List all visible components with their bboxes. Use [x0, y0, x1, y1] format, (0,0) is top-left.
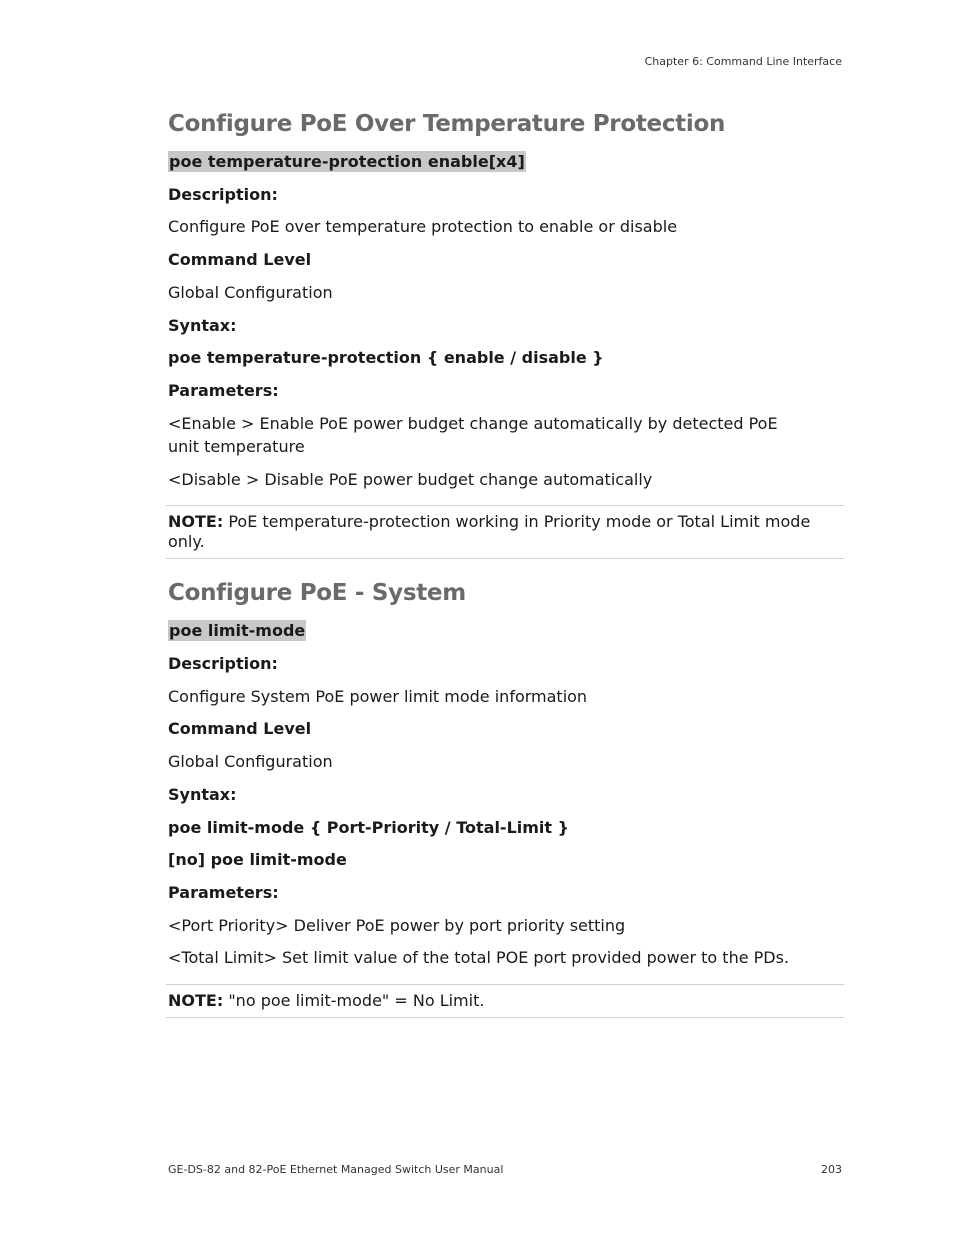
description-text: Configure PoE over temperature protection to enable or disable [168, 217, 678, 236]
parameters-label: Parameters: [168, 883, 279, 902]
parameter-total-limit: <Total Limit> Set limit value of the total POE port provided power to the PDs. [168, 948, 790, 967]
syntax-text: poe temperature-protection { enable / disable } [168, 348, 604, 367]
parameter-disable: <Disable > Disable PoE power budget change automatically [168, 470, 653, 489]
syntax-text: poe limit-mode { Port-Priority / Total-Limit } [168, 818, 570, 837]
description-label: Description: [168, 185, 278, 204]
syntax-label: Syntax: [168, 316, 237, 335]
running-header: Chapter 6: Command Line Interface [644, 55, 842, 68]
section-title-poe-system: Configure PoE - System [168, 580, 466, 606]
command-limit-mode: poe limit-mode [169, 621, 306, 640]
command-level-text: Global Configuration [168, 752, 333, 771]
note-box [166, 984, 844, 1018]
note-label: NOTE: [168, 512, 224, 531]
command-level-label: Command Level [168, 719, 312, 738]
note-label: NOTE: [168, 991, 224, 1010]
note-text: PoE temperature-protection working in Priority mode or Total Limit mode only. [168, 512, 811, 551]
parameter-enable: <Enable > Enable PoE power budget change automatically by detected PoE unit temperature [168, 414, 778, 456]
page-number: 203 [821, 1163, 842, 1176]
section-title-temperature-protection: Configure PoE Over Temperature Protection [168, 111, 726, 137]
description-text: Configure System PoE power limit mode information [168, 687, 588, 706]
parameter-port-priority: <Port Priority> Deliver PoE power by port priority setting [168, 916, 626, 935]
command-level-label: Command Level [168, 250, 312, 269]
description-label: Description: [168, 654, 278, 673]
footer-manual-title: GE-DS-82 and 82-PoE Ethernet Managed Switch User Manual [168, 1163, 504, 1176]
command-temperature-protection: poe temperature-protection enable[x4] [169, 152, 525, 171]
note-box [166, 505, 844, 559]
command-level-text: Global Configuration [168, 283, 333, 302]
syntax-no-text: [no] poe limit-mode [168, 850, 347, 869]
parameters-label: Parameters: [168, 381, 279, 400]
note-text: "no poe limit-mode" = No Limit. [223, 991, 485, 1010]
syntax-label: Syntax: [168, 785, 237, 804]
